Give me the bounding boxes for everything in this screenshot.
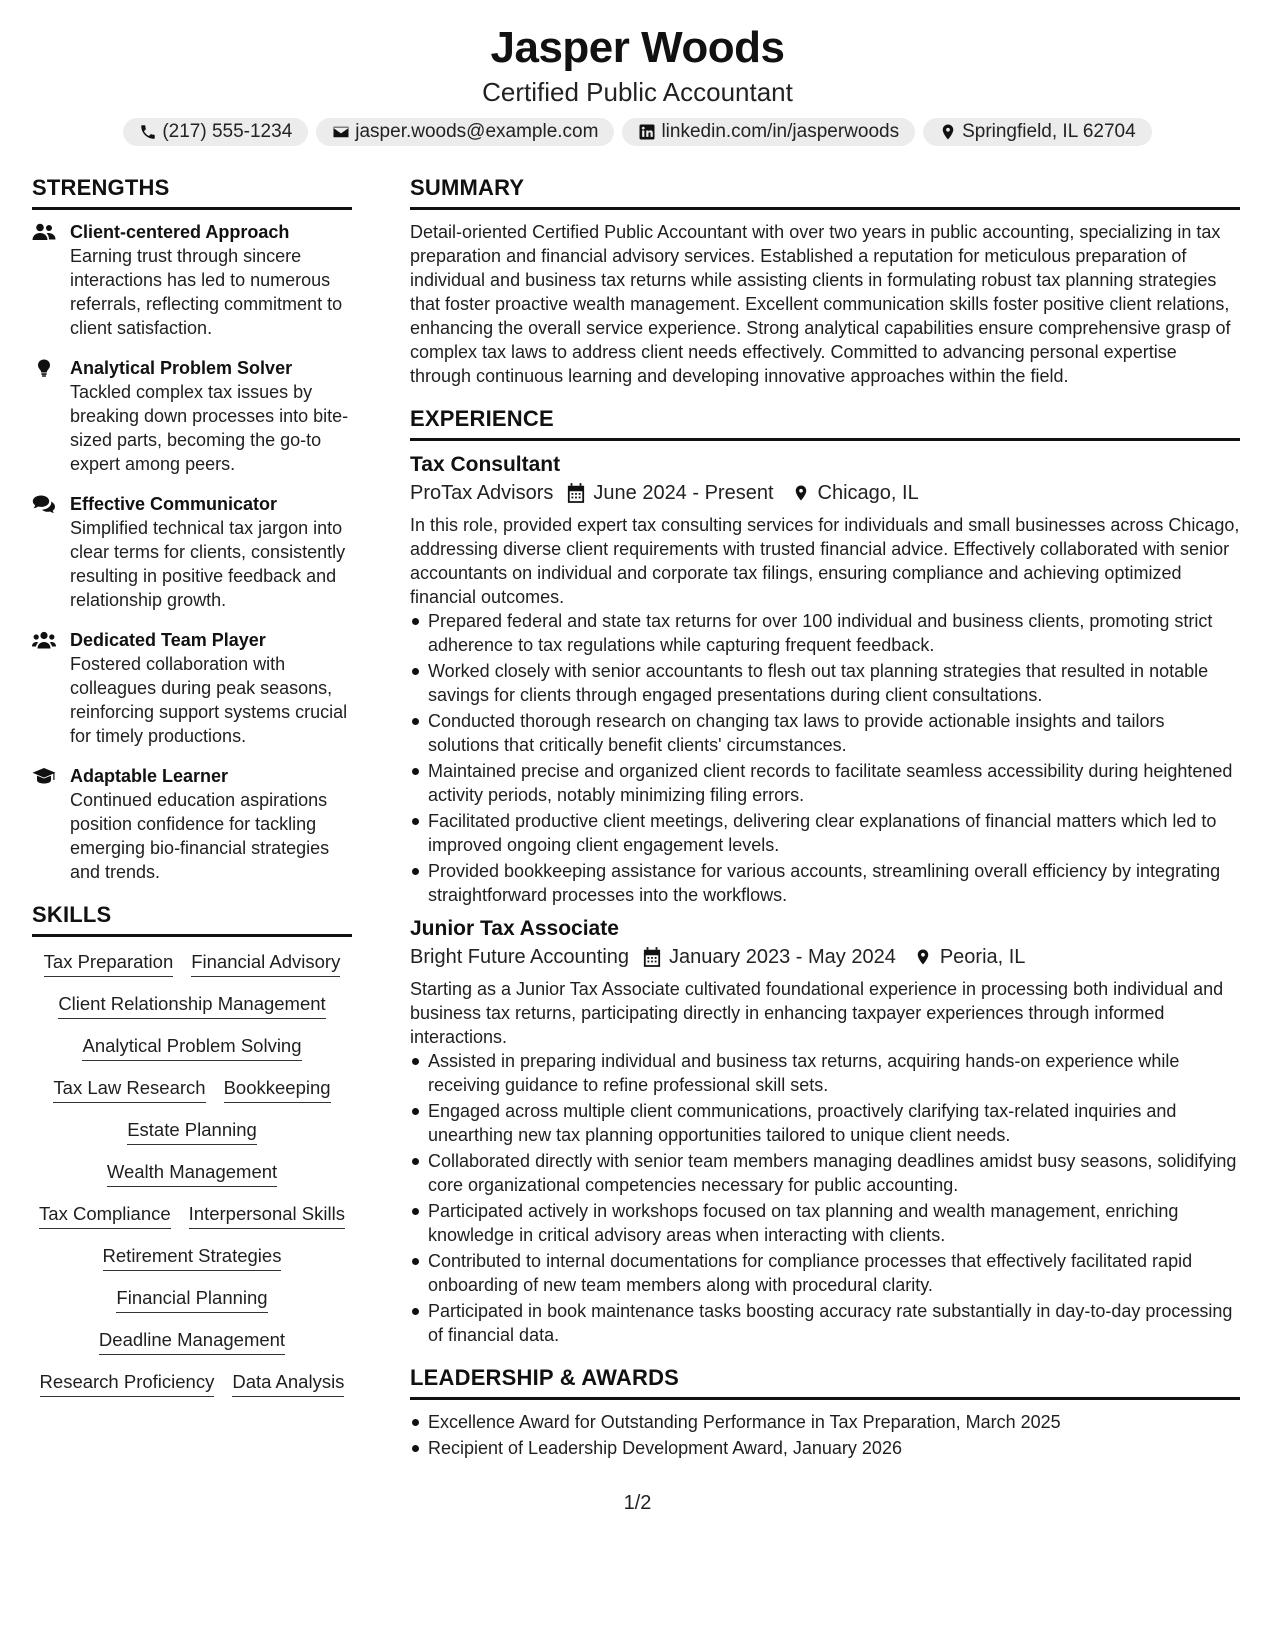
contact-phone[interactable] bbox=[123, 118, 308, 146]
job-title: Junior Tax Associate bbox=[410, 917, 619, 940]
job-location: Peoria, IL bbox=[939, 946, 1026, 968]
calendar-icon bbox=[567, 483, 585, 503]
bullet-item: Maintained precise and organized client records to facilitate seamless accessibility during heightened activity periods, notably minimizing filing errors. bbox=[410, 759, 1240, 807]
contact-location bbox=[923, 118, 1152, 146]
page-number: 1/2 bbox=[623, 1492, 652, 1514]
bullet-item: Collaborated directly with senior team members managing deadlines amidst busy seasons, solidifying core organizational competencies necessary for public accounting. bbox=[410, 1149, 1240, 1197]
job-company: ProTax Advisors bbox=[410, 482, 554, 504]
job-bullets bbox=[410, 609, 1240, 907]
job-company: Bright Future Accounting bbox=[410, 946, 630, 968]
strength-title: Analytical Problem Solver bbox=[70, 358, 293, 378]
resume-body bbox=[32, 175, 1243, 1462]
strength-title: Dedicated Team Player bbox=[70, 630, 266, 650]
map-pin-icon bbox=[792, 483, 810, 503]
summary-heading: SUMMARY bbox=[410, 175, 1240, 210]
job-entry bbox=[410, 915, 1240, 1347]
bullet-item: Provided bookkeeping assistance for various accounts, streamlining overall efficiency by integrating straightforward processes into the workflows. bbox=[410, 859, 1240, 907]
skill-tag: Tax Preparation bbox=[44, 951, 174, 977]
awards-list bbox=[410, 1410, 1240, 1460]
strength-desc: Continued education aspirations position confidence for tackling emerging bio-financial strategies and trends. bbox=[70, 790, 330, 882]
strength-item bbox=[32, 492, 352, 612]
skill-tag: Retirement Strategies bbox=[103, 1245, 282, 1271]
bullet-item: Facilitated productive client meetings, delivering clear explanations of financial matters which led to improved ongoing client engagement levels. bbox=[410, 809, 1240, 857]
summary-text: Detail-oriented Certified Public Accountant with over two years in public accounting, specializing in tax preparation and financial advisory services. Established a reputation for meticulous preparation of individual and business tax returns while assisting clients in formulating robust tax planning strategies that foster proactive wealth management. Excellent communication skills foster positive client relations, enhancing the overall service experience. Strong analytical capabilities ensure comprehensive grasp of complex tax laws to address client needs effectively. Committed to advancing personal expertise through continuous learning and developing innovative approaches within the field. bbox=[410, 222, 1231, 386]
skill-tag: Financial Advisory bbox=[191, 951, 340, 977]
award-item: Excellence Award for Outstanding Performance in Tax Preparation, March 2025 bbox=[410, 1410, 1240, 1434]
bullet-item: Prepared federal and state tax returns for over 100 individual and business clients, promoting strict adherence to tax regulations while capturing frequent feedback. bbox=[410, 609, 1240, 657]
skill-tag: Analytical Problem Solving bbox=[82, 1035, 301, 1061]
resume-header bbox=[0, 0, 1275, 146]
phone-text: (217) 555-1234 bbox=[162, 121, 293, 142]
skill-tag: Tax Compliance bbox=[39, 1203, 171, 1229]
job-description: In this role, provided expert tax consulting services for individuals and small businesses across Chicago, addressing diverse client requirements with trusted financial advice. Effectively collaborated with senior accountants on individual and corporate tax filings, ensuring compliance and achieving optimized financial outcomes. bbox=[410, 515, 1240, 607]
skill-tag: Tax Law Research bbox=[53, 1077, 205, 1103]
job-dates: June 2024 - Present bbox=[593, 482, 774, 504]
bullet-item: Assisted in preparing individual and business tax returns, acquiring hands-on experience while receiving guidance to refine professional skill sets. bbox=[410, 1049, 1240, 1097]
job-meta bbox=[410, 943, 1240, 971]
strength-title: Client-centered Approach bbox=[70, 222, 290, 242]
awards-heading: LEADERSHIP & AWARDS bbox=[410, 1365, 1240, 1400]
right-column bbox=[410, 175, 1240, 1462]
lightbulb-icon bbox=[32, 359, 56, 377]
strength-title: Effective Communicator bbox=[70, 494, 278, 514]
strength-item bbox=[32, 764, 352, 884]
strength-desc: Earning trust through sincere interactions has led to numerous referrals, reflecting commitment to client satisfaction. bbox=[70, 246, 343, 338]
skill-tag: Data Analysis bbox=[232, 1371, 344, 1397]
envelope-icon bbox=[332, 123, 350, 141]
linkedin-icon bbox=[638, 123, 656, 141]
skill-tag: Wealth Management bbox=[107, 1161, 277, 1187]
left-column bbox=[32, 175, 352, 1462]
job-entry bbox=[410, 451, 1240, 907]
strength-title: Adaptable Learner bbox=[70, 766, 229, 786]
skills-list bbox=[32, 951, 352, 1397]
strength-desc: Simplified technical tax jargon into clear terms for clients, consistently resulting in positive feedback and relationship growth. bbox=[70, 518, 346, 610]
job-dates: January 2023 - May 2024 bbox=[669, 946, 896, 968]
bullet-item: Worked closely with senior accountants to flesh out tax planning strategies that resulted in notable savings for clients through engaged presentations during client consultations. bbox=[410, 659, 1240, 707]
strengths-heading: STRENGTHS bbox=[32, 175, 352, 210]
skill-tag: Interpersonal Skills bbox=[189, 1203, 345, 1229]
skill-tag: Deadline Management bbox=[99, 1329, 285, 1355]
strength-item bbox=[32, 628, 352, 748]
bullet-item: Engaged across multiple client communications, proactively clarifying tax-related inquiries and unearthing new tax planning opportunities tailored to unique client needs. bbox=[410, 1099, 1240, 1147]
strength-item bbox=[32, 356, 352, 476]
job-title: Tax Consultant bbox=[410, 453, 561, 476]
team-icon bbox=[32, 631, 56, 649]
job-meta bbox=[410, 479, 1240, 507]
strength-desc: Tackled complex tax issues by breaking down processes into bite-sized parts, becoming the go-to expert among peers. bbox=[70, 382, 349, 474]
graduation-cap-icon bbox=[32, 767, 56, 785]
bullet-item: Conducted thorough research on changing tax laws to provide actionable insights and tailors solutions that critically benefit clients' circumstances. bbox=[410, 709, 1240, 757]
skill-tag: Client Relationship Management bbox=[58, 993, 325, 1019]
calendar-icon bbox=[643, 947, 661, 967]
candidate-title: Certified Public Accountant bbox=[482, 77, 793, 107]
map-pin-icon bbox=[914, 947, 932, 967]
strength-item bbox=[32, 220, 352, 340]
email-text: jasper.woods@example.com bbox=[355, 121, 599, 142]
strength-desc: Fostered collaboration with colleagues during peak seasons, reinforcing support systems crucial for timely productions. bbox=[70, 654, 348, 746]
experience-heading: EXPERIENCE bbox=[410, 406, 1240, 441]
users-icon bbox=[32, 223, 56, 241]
location-text: Springfield, IL 62704 bbox=[962, 121, 1136, 142]
job-bullets bbox=[410, 1049, 1240, 1347]
job-description: Starting as a Junior Tax Associate cultivated foundational experience in processing both individual and business tax returns, participating directly in enhancing taxpayer experiences through informed interactions. bbox=[410, 979, 1224, 1047]
bullet-item: Contributed to internal documentations for compliance processes that effectively facilitated rapid onboarding of new team members along with procedural clarity. bbox=[410, 1249, 1240, 1297]
contact-email[interactable] bbox=[316, 118, 614, 146]
map-pin-icon bbox=[939, 123, 957, 141]
contact-bar bbox=[0, 118, 1275, 146]
skill-tag: Bookkeeping bbox=[224, 1077, 331, 1103]
linkedin-text: linkedin.com/in/jasperwoods bbox=[661, 121, 900, 142]
contact-linkedin[interactable] bbox=[622, 118, 915, 146]
bullet-item: Participated actively in workshops focused on tax planning and wealth management, enriching knowledge in critical advisory areas when interacting with clients. bbox=[410, 1199, 1240, 1247]
bullet-item: Participated in book maintenance tasks boosting accuracy rate substantially in day-to-day processing of financial data. bbox=[410, 1299, 1240, 1347]
skill-tag: Estate Planning bbox=[127, 1119, 257, 1145]
award-item: Recipient of Leadership Development Award, January 2026 bbox=[410, 1436, 1240, 1460]
comments-icon bbox=[32, 495, 56, 513]
job-location: Chicago, IL bbox=[817, 482, 919, 504]
phone-icon bbox=[139, 123, 157, 141]
skills-heading: SKILLS bbox=[32, 902, 352, 937]
skill-tag: Financial Planning bbox=[116, 1287, 267, 1313]
candidate-name: Jasper Woods bbox=[490, 23, 785, 72]
skill-tag: Research Proficiency bbox=[40, 1371, 215, 1397]
